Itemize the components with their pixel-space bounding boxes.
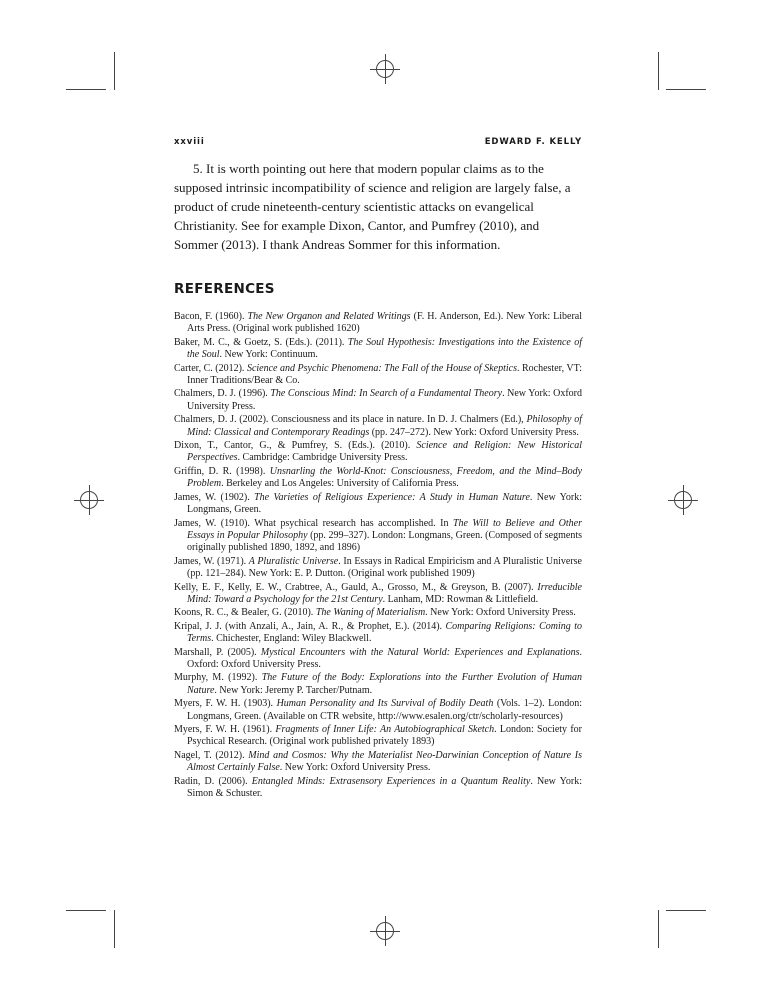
reference-entry: [174, 311, 582, 336]
reference-text: Myers, F. W. H. (1903).: [174, 698, 277, 710]
reference-entry: [174, 672, 582, 697]
reference-title: Comparing Religions: Coming to Terms: [187, 620, 582, 645]
crop-mark: [666, 89, 706, 90]
registration-mark-icon: [74, 485, 104, 515]
reference-text: Baker, M. C., & Goetz, S. (Eds.). (2011).: [174, 336, 348, 348]
reference-text: . Rochester, VT: Inner Traditions/Bear & Co.: [187, 362, 583, 387]
reference-text: (pp. 247–272). New York: Oxford University Press.: [369, 426, 579, 438]
reference-text: . New York: Continuum.: [219, 349, 318, 361]
reference-text: James, W. (1902).: [174, 491, 255, 503]
reference-text: Radin, D. (2006).: [174, 775, 252, 787]
reference-title: The Waning of Materialism: [315, 607, 426, 619]
crop-mark: [66, 89, 106, 90]
reference-text: James, W. (1971).: [174, 555, 249, 567]
crop-mark: [658, 52, 659, 90]
reference-text: Carter, C. (2012).: [174, 362, 247, 374]
crop-mark: [66, 910, 106, 911]
reference-entry: [174, 388, 582, 413]
reference-text: . Cambridge: Cambridge University Press.: [237, 452, 408, 464]
reference-text: . New York: Oxford University Press.: [425, 607, 576, 619]
reference-entry: [174, 621, 582, 646]
reference-title: Science and Religion: New Historical Perspectives: [187, 440, 582, 464]
reference-text: Griffin, D. R. (1998).: [174, 465, 270, 477]
reference-title: The Soul Hypothesis: Investigations into the Existence of the Soul: [187, 336, 582, 361]
reference-text: . New York: Oxford University Press.: [279, 762, 431, 774]
reference-entry: [174, 750, 582, 775]
crop-mark: [114, 52, 115, 90]
reference-title: The Conscious Mind: In Search of a Fundamental Theory: [270, 388, 503, 400]
reference-title: Philosophy of Mind: Classical and Contemporary Readings: [187, 414, 582, 438]
reference-title: Mind and Cosmos: Why the Materialist Neo-Darwinian Conception of Nature Is Almost Certainly False: [187, 749, 582, 774]
reference-entry: [174, 466, 582, 491]
reference-title: Fragments of Inner Life: An Autobiographical Sketch: [275, 724, 495, 735]
reference-text: Koons, R. C., & Bealer, G. (2010).: [174, 607, 316, 619]
reference-entry: [174, 582, 582, 607]
reference-text: . New York: Simon & Schuster.: [187, 775, 582, 800]
reference-text: (pp. 299–327). London: Longmans, Green. (Composed of segments originally published 1890, 1892, and 1896): [187, 529, 582, 554]
reference-text: . New York: Longmans, Green.: [187, 491, 582, 516]
reference-entry: [174, 698, 582, 723]
reference-text: . London: Society for Psychical Research. (Original work published privately 1893): [187, 724, 582, 748]
reference-entry: [174, 363, 582, 388]
reference-text: . Oxford: Oxford University Press.: [187, 646, 582, 670]
reference-title: Science and Psychic Phenomena: The Fall of the House of Skeptics: [246, 362, 517, 374]
registration-mark-icon: [668, 485, 698, 515]
reference-text: Myers, F. W. H. (1961).: [174, 724, 276, 735]
reference-entry: [174, 337, 582, 362]
reference-entry: [174, 440, 582, 465]
reference-title: Unsnarling the World-Knot: Consciousness, Freedom, and the Mind–Body Problem: [187, 465, 583, 490]
reference-entry: [174, 724, 582, 749]
reference-title: The Varieties of Religious Experience: A Study in Human Nature: [254, 491, 530, 503]
reference-text: (Vols. 1–2). London: Longmans, Green. (Available on CTR website, http://www.esalen.org/ctr/scholarly-resources): [187, 698, 582, 722]
references-heading: REFERENCES: [174, 281, 275, 297]
reference-title: The New Organon and Related Writings: [247, 311, 411, 322]
reference-text: . Lanham, MD: Rowman & Littlefield.: [382, 593, 539, 605]
registration-mark-icon: [370, 916, 400, 946]
reference-text: . In Essays in Radical Empiricism and A Pluralistic Universe (pp. 121–284). New York: E. P. Dutton. (Original work published 1909): [187, 555, 582, 580]
crop-mark: [666, 910, 706, 911]
reference-text: . Berkeley and Los Angeles: University of California Press.: [221, 478, 459, 490]
reference-title: A Pluralistic Universe: [248, 555, 339, 567]
reference-text: . New York: Oxford University Press.: [187, 388, 582, 412]
reference-entry: [174, 556, 582, 581]
registration-mark-icon: [370, 54, 400, 84]
reference-text: Chalmers, D. J. (2002). Consciousness and its place in nature. In D. J. Chalmers (Ed.),: [174, 414, 527, 426]
reference-text: Dixon, T., Cantor, G., & Pumfrey, S. (Eds.). (2010).: [174, 440, 417, 452]
reference-title: Entangled Minds: Extrasensory Experiences in a Quantum Reality: [251, 775, 531, 787]
endnote-5: [174, 159, 582, 254]
reference-entry: [174, 414, 582, 439]
reference-entry: [174, 647, 582, 672]
reference-list: [174, 311, 582, 801]
reference-title: The Will to Believe and Other Essays in Popular Philosophy: [187, 517, 582, 541]
reference-text: Chalmers, D. J. (1996).: [174, 388, 271, 400]
running-head: [174, 137, 582, 149]
reference-text: Marshall, P. (2005).: [174, 646, 261, 658]
reference-title: Irreducible Mind: Toward a Psychology for the 21st Century: [187, 581, 582, 605]
endnote-text: 5. It is worth pointing out here that modern popular claims as to the supposed intrinsic incompatibility of science and religion are largely false, a product of crude nineteenth-century scientistic attacks on evangelical Christianity. See for example Dixon, Cantor, and Pumfrey (2010), and Sommer (2013). I thank Andreas Sommer for this information.: [174, 161, 571, 252]
page-number: xxviii: [174, 137, 205, 147]
reference-text: (F. H. Anderson, Ed.). New York: Liberal Arts Press. (Original work published 1620): [187, 311, 583, 335]
reference-text: Murphy, M. (1992).: [174, 672, 262, 684]
crop-mark: [114, 910, 115, 948]
reference-text: Kripal, J. J. (with Anzali, A., Jain, A. R., & Prophet, E.). (2014).: [174, 620, 446, 632]
reference-text: . New York: Jeremy P. Tarcher/Putnam.: [214, 684, 373, 696]
reference-entry: [174, 518, 582, 555]
reference-title: Mystical Encounters with the Natural World: Experiences and Explanations: [260, 646, 580, 658]
reference-text: . Chichester, England: Wiley Blackwell.: [211, 633, 372, 645]
reference-text: James, W. (1910). What psychical research has accomplished. In: [174, 517, 453, 529]
crop-mark: [658, 910, 659, 948]
reference-title: The Future of the Body: Explorations into the Further Evolution of Human Nature: [187, 672, 582, 696]
running-head-author: EDWARD F. KELLY: [484, 137, 582, 147]
reference-entry: [174, 776, 582, 801]
reference-text: Nagel, T. (2012).: [174, 749, 249, 761]
reference-text: Kelly, E. F., Kelly, E. W., Crabtree, A., Gauld, A., Grosso, M., & Greyson, B. (2007).: [174, 581, 538, 593]
reference-entry: [174, 492, 582, 517]
reference-text: Bacon, F. (1960).: [174, 311, 248, 322]
reference-entry: [174, 607, 582, 619]
reference-title: Human Personality and Its Survival of Bodily Death: [276, 698, 494, 710]
